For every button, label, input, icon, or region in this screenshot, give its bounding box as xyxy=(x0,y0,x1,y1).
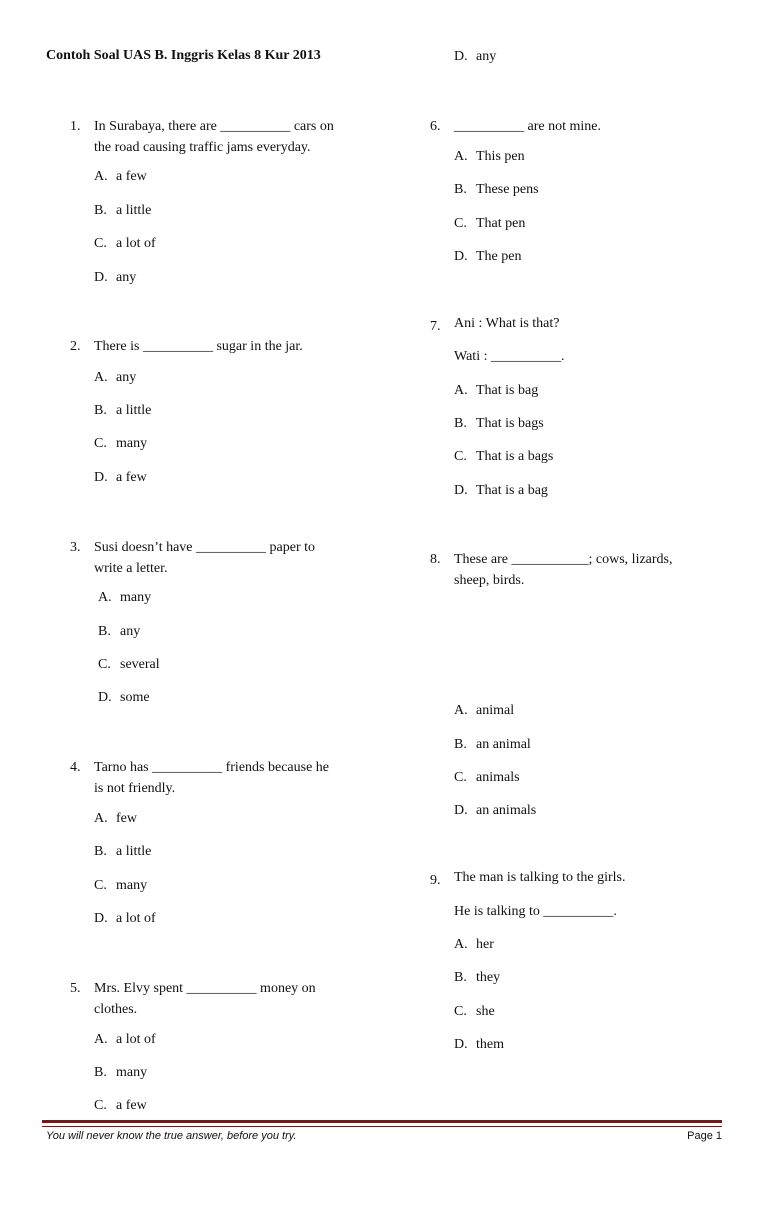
document-title: Contoh Soal UAS B. Inggris Kelas 8 Kur 2013 xyxy=(46,48,321,63)
question-number: 8. xyxy=(430,552,441,567)
question-stem: Tarno has __________ friends because he is not friendly. xyxy=(94,760,330,796)
option-2a[interactable]: A. any xyxy=(94,370,137,385)
option-1b[interactable]: B. a little xyxy=(94,203,152,218)
option-6d[interactable]: D. The pen xyxy=(454,249,522,264)
option-6b[interactable]: B. These pens xyxy=(454,182,539,197)
option-1d[interactable]: D. any xyxy=(94,270,137,285)
question-number: 5. xyxy=(70,981,81,996)
question-number: 9. xyxy=(430,873,441,888)
option-5c[interactable]: C. a few xyxy=(94,1098,147,1113)
option-5a[interactable]: A. a lot of xyxy=(94,1032,156,1047)
question-7-line-1: Ani : What is that? xyxy=(454,316,560,331)
question-number: 7. xyxy=(430,319,441,334)
question-stem: These are ___________; cows, lizards, sheep, birds. xyxy=(454,552,673,588)
option-3c[interactable]: C. several xyxy=(98,657,160,672)
question-number: 4. xyxy=(70,760,81,775)
option-4d[interactable]: D. a lot of xyxy=(94,911,156,926)
option-9b[interactable]: B. they xyxy=(454,970,501,985)
option-4a[interactable]: A. few xyxy=(94,811,137,826)
option-3a[interactable]: A. many xyxy=(98,590,152,605)
option-1a[interactable]: A. a few xyxy=(94,169,147,184)
option-8d[interactable]: D. an animals xyxy=(454,803,537,818)
option-7c[interactable]: C. That is a bags xyxy=(454,449,554,464)
option-7a[interactable]: A. That is bag xyxy=(454,383,539,398)
option-3b[interactable]: B. any xyxy=(98,624,141,639)
option-6c[interactable]: C. That pen xyxy=(454,216,526,231)
option-9a[interactable]: A. her xyxy=(454,937,494,952)
option-4b[interactable]: B. a little xyxy=(94,844,152,859)
footer-rule-thin xyxy=(42,1126,722,1127)
option-3d[interactable]: D. some xyxy=(98,690,150,705)
option-4c[interactable]: C. many xyxy=(94,878,148,893)
option-8b[interactable]: B. an animal xyxy=(454,737,531,752)
question-number: 3. xyxy=(70,540,81,555)
option-5d[interactable]: D. any xyxy=(454,49,497,64)
option-1c[interactable]: C. a lot of xyxy=(94,236,156,251)
option-2c[interactable]: C. many xyxy=(94,436,148,451)
question-stem: There is __________ sugar in the jar. xyxy=(94,339,303,354)
question-9-line-2: He is talking to __________. xyxy=(454,904,617,919)
option-5b[interactable]: B. many xyxy=(94,1065,148,1080)
question-stem: In Surabaya, there are __________ cars on the road causing traffic jams everyday. xyxy=(94,119,334,155)
question-stem: __________ are not mine. xyxy=(454,119,601,134)
option-8a[interactable]: A. animal xyxy=(454,703,515,718)
option-6a[interactable]: A. This pen xyxy=(454,149,525,164)
option-9d[interactable]: D. them xyxy=(454,1037,504,1052)
question-7-line-2: Wati : __________. xyxy=(454,349,565,364)
question-stem: Susi doesn’t have __________ paper to write a letter. xyxy=(94,540,315,576)
footer-rule-thick xyxy=(42,1120,722,1123)
option-2b[interactable]: B. a little xyxy=(94,403,152,418)
page-number: Page 1 xyxy=(687,1130,722,1142)
option-9c[interactable]: C. she xyxy=(454,1004,495,1019)
question-number: 2. xyxy=(70,339,81,354)
option-2d[interactable]: D. a few xyxy=(94,470,147,485)
option-7b[interactable]: B. That is bags xyxy=(454,416,544,431)
option-7d[interactable]: D. That is a bag xyxy=(454,483,548,498)
question-number: 1. xyxy=(70,119,81,134)
question-9-line-1: The man is talking to the girls. xyxy=(454,870,626,885)
question-stem: Mrs. Elvy spent __________ money on clothes. xyxy=(94,981,316,1017)
footer-motto: You will never know the true answer, before you try. xyxy=(46,1130,297,1142)
option-8c[interactable]: C. animals xyxy=(454,770,520,785)
question-number: 6. xyxy=(430,119,441,134)
